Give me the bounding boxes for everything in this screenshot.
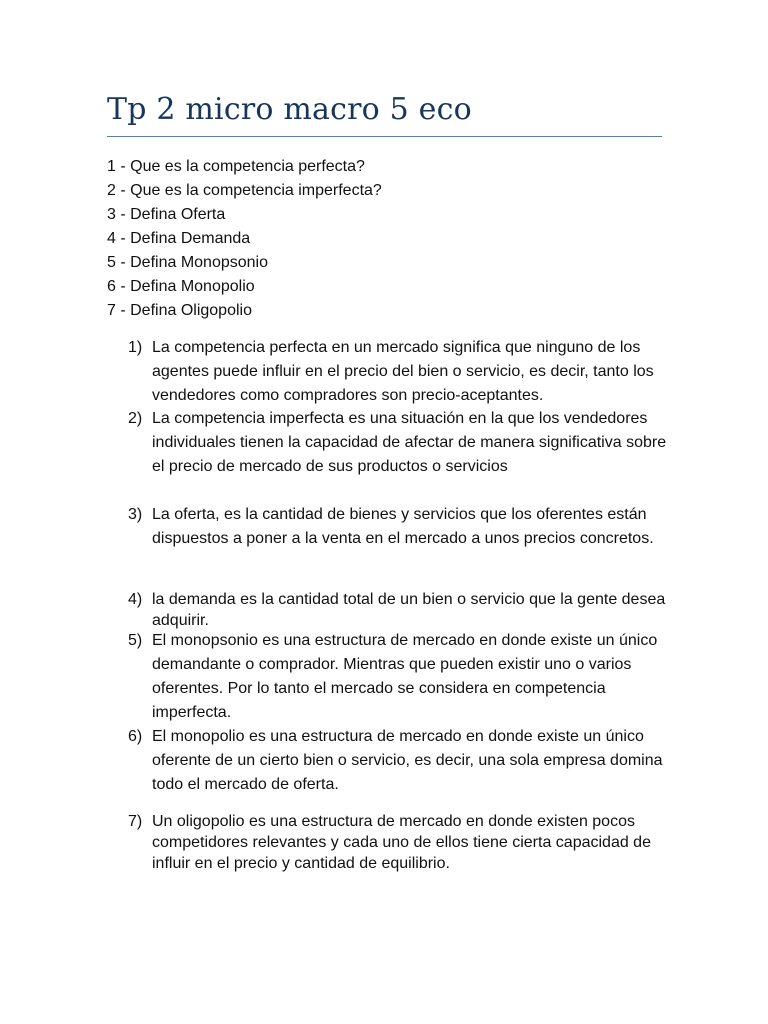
answer-number: 7) (128, 813, 143, 830)
question-item: 7 - Defina Oligopolio (107, 302, 252, 319)
question-item: 6 - Defina Monopolio (107, 278, 255, 295)
answer-number: 2) (128, 410, 143, 427)
answer-number: 3) (128, 506, 143, 523)
answer-text: Un oligopolio es una estructura de mercado en donde existen pocos competidores relevantes y cada uno de ellos tiene cierta capacidad de influir en el precio y cantidad de equilibrio. (152, 813, 651, 872)
answer-number: 4) (128, 591, 143, 608)
title-underline (107, 136, 662, 137)
answer-text: la demanda es la cantidad total de un bien o servicio que la gente desea adquirir. (152, 591, 666, 629)
document-title: Tp 2 micro macro 5 eco (107, 92, 472, 127)
question-list (107, 155, 382, 323)
question-item: 1 - Que es la competencia perfecta? (107, 158, 365, 175)
answer-text: La competencia imperfecta es una situación en la que los vendedores individuales tienen la capacidad de afectar de manera significativa sobre el precio de mercado de sus productos o servicios (152, 410, 667, 475)
answer-text: El monopolio es una estructura de mercado en donde existe un único oferente de un cierto bien o servicio, es decir, una sola empresa domina todo el mercado de oferta. (152, 728, 663, 793)
answer-text: La competencia perfecta en un mercado significa que ninguno de los agentes puede influir en el precio del bien o servicio, es decir, tanto los vendedores como compradores son precio-aceptantes. (152, 339, 654, 404)
answer-text: La oferta, es la cantidad de bienes y servicios que los oferentes están dispuestos a poner a la venta en el mercado a unos precios concretos. (152, 506, 654, 547)
answer-number: 6) (128, 728, 143, 745)
answer-text: El monopsonio es una estructura de mercado en donde existe un único demandante o comprador. Mientras que pueden existir uno o varios oferentes. Por lo tanto el mercado se considera en competencia imperfecta. (152, 632, 658, 721)
question-item: 4 - Defina Demanda (107, 230, 251, 247)
question-item: 2 - Que es la competencia imperfecta? (107, 182, 382, 199)
answer-number: 5) (128, 632, 143, 649)
question-item: 3 - Defina Oferta (107, 206, 226, 223)
answer-number: 1) (128, 339, 143, 356)
question-item: 5 - Defina Monopsonio (107, 254, 268, 271)
